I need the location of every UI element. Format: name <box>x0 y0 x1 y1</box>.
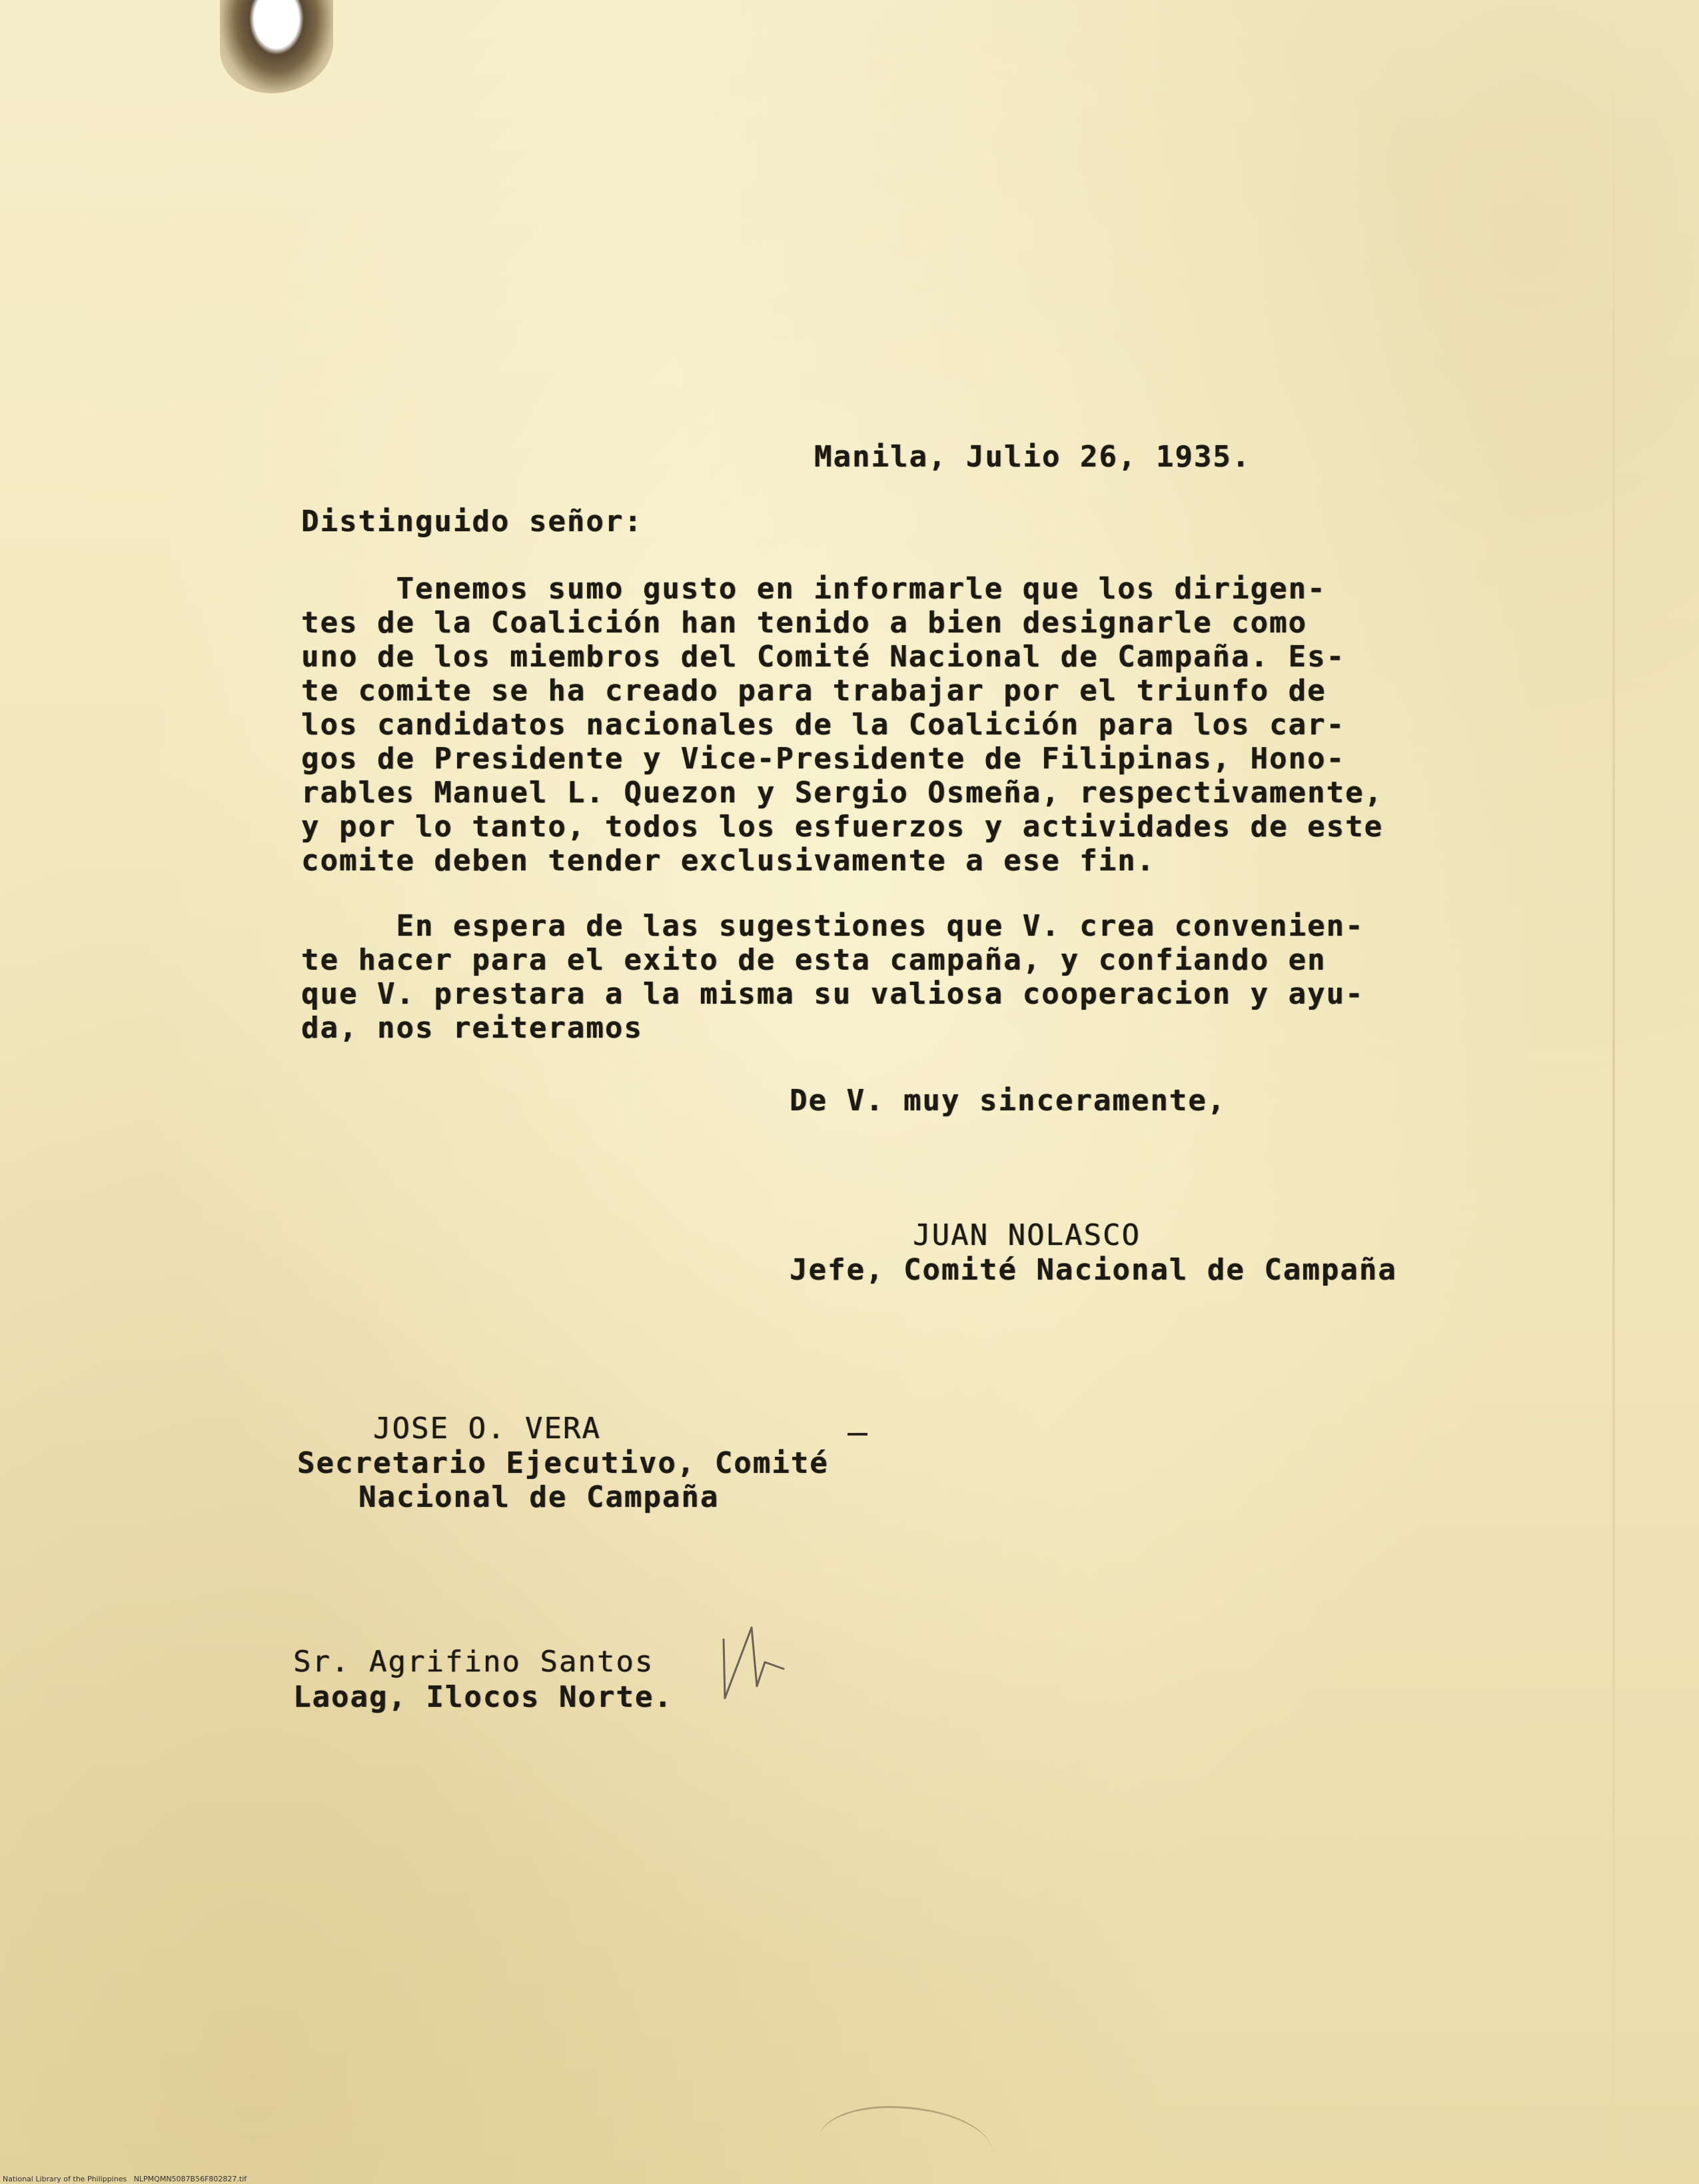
paragraph-line: comite deben tender exclusivamente a ese fin. <box>301 844 1156 878</box>
recipient-address: Laoag, Ilocos Norte. <box>293 1680 673 1714</box>
secretary-title-line-1: Secretario Ejecutivo, Comité <box>297 1446 829 1480</box>
paragraph-line: rables Manuel L. Quezon y Sergio Osmeña, respectivamente, <box>301 776 1383 810</box>
fold-line <box>1612 0 1615 2184</box>
secretary-title-line-2: Nacional de Campaña <box>358 1480 720 1514</box>
paragraph-line: Tenemos sumo gusto en informarle que los dirigen- <box>301 572 1327 606</box>
paragraph-line: tes de la Coalición han tenido a bien designarle como <box>301 606 1307 640</box>
paragraph-line: te comite se ha creado para trabajar por el triunfo de <box>301 674 1327 708</box>
paragraph-line: te hacer para el exito de esta campaña, y confiando en <box>301 943 1327 977</box>
archive-footer: National Library of the Philippines NLPMQMN5087B56F802827.tif <box>3 2175 247 2183</box>
recipient-name: Sr. Agrifino Santos <box>293 1645 654 1679</box>
paragraph-line: que V. prestara a la misma su valiosa cooperacion y ayu- <box>301 977 1365 1011</box>
signatory-title: Jefe, Comité Nacional de Campaña <box>790 1253 1397 1287</box>
paragraph-line: gos de Presidente y Vice-Presidente de Filipinas, Hono- <box>301 742 1345 776</box>
secretary-name: JOSE O. VERA <box>373 1412 601 1446</box>
paper-tear <box>820 2106 993 2184</box>
paragraph-line: En espera de las sugestiones que V. crea convenien- <box>301 909 1365 943</box>
handwritten-initials <box>720 1613 793 1706</box>
signatory-name: JUAN NOLASCO <box>913 1218 1141 1252</box>
paragraph-line: los candidatos nacionales de la Coalición para los car- <box>301 708 1345 742</box>
letter-paragraph-2 <box>301 909 1364 1045</box>
letter-salutation: Distinguido señor: <box>301 505 643 539</box>
paragraph-line: da, nos reiteramos <box>301 1011 643 1045</box>
paragraph-line: uno de los miembros del Comité Nacional de Campaña. Es- <box>301 640 1345 674</box>
letter-closing: De V. muy sinceramente, <box>790 1084 1227 1118</box>
letter-date: Manila, Julio 26, 1935. <box>814 440 1251 474</box>
paragraph-line: y por lo tanto, todos los esfuerzos y actividades de este <box>301 810 1383 844</box>
burn-mark <box>220 0 333 93</box>
letter-paragraph-1 <box>301 572 1383 878</box>
dash-mark <box>848 1433 867 1436</box>
